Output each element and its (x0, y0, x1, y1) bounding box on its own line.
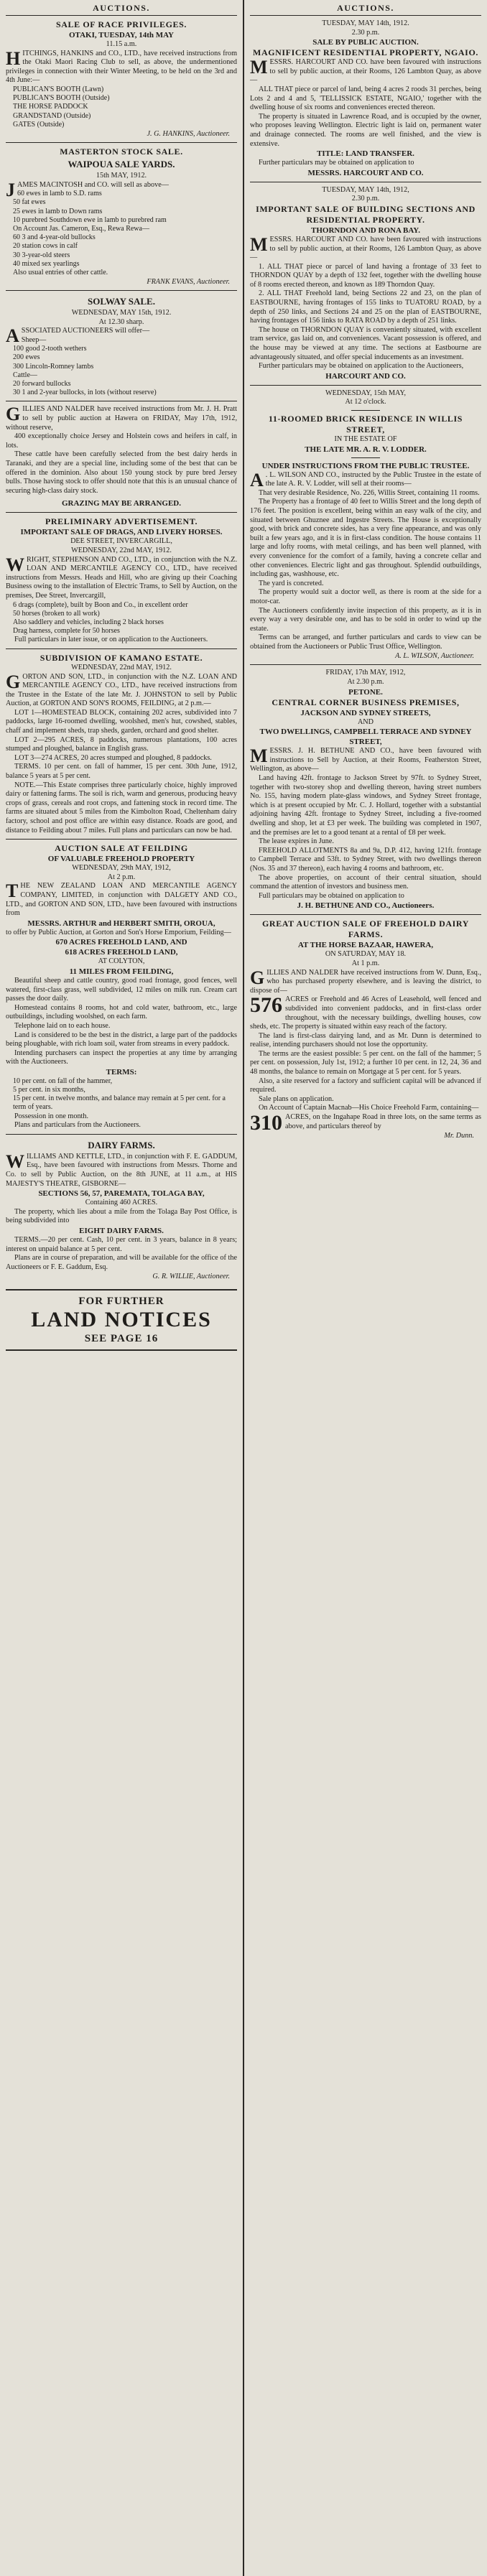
footer-line: LAND NOTICES (31, 1308, 212, 1332)
ad-body-para: Intending purchasers can inspect the properties at any time by arranging with the Auctioneers. (6, 1048, 237, 1066)
ad-body-para: The above properties, on account of their central situation, should command the attention of investors and business men. (250, 873, 481, 891)
ad-title: MASTERTON STOCK SALE. (60, 146, 183, 157)
lot: LOT 2—295 ACRES, 8 paddocks, numerous plantations, 100 acres stumped and ploughed, balance in English grass. (6, 735, 237, 753)
ad-subtitle: MAGNIFICENT RESIDENTIAL PROPERTY, NGAIO. (253, 47, 478, 58)
item: 10 purebred Southdown ewe in lamb to purebred ram (13, 215, 167, 224)
signature: MESSRS. HARCOURT AND CO. (307, 168, 424, 177)
item: GRANDSTAND (Outside) (13, 111, 91, 120)
ad-title: SUBDIVISION OF KAMANO ESTATE. (40, 652, 203, 663)
item: 25 ewes in lamb to Down rams (13, 207, 103, 215)
ad-body-para: Sale plans on application. (259, 1094, 334, 1103)
ad-body-text: ILLIAMS AND KETTLE, LTD., in conjunction with F. E. GADDUM, Esq., have been favoured with instructions from Messrs. Thorne and Co. to sell by Public Auction, on the 8th JUNE, at 11 a.m., at HIS MAJESTY'S THEATRE, GISBORNE— (6, 1152, 237, 1188)
ad-title: IMPORTANT SALE OF BUILDING SECTIONS AND RESIDENTIAL PROPERTY. (256, 203, 476, 225)
item: 30 3-year-old steers (13, 251, 70, 259)
item: 300 Lincoln-Romney lambs (13, 362, 94, 371)
ad-body-text: ESSRS. J. H. BETHUNE AND CO., have been favoured with instructions to Sell by Auction, at their Rooms, Featherston Street, Wellington, as above— (250, 747, 481, 773)
signature: J. G. HANKINS, Auctioneer. (147, 129, 230, 138)
drop-cap: W (6, 1150, 24, 1172)
footer-line: SEE PAGE 16 (84, 1333, 159, 1345)
terms-item: 15 per cent. in twelve months, and balance may remain at 5 per cent. for a term of years. (13, 1094, 226, 1112)
ad-subtitle: IMPORTANT SALE OF DRAGS, AND LIVERY HORSES. (20, 528, 223, 537)
ad-date: WEDNESDAY, 22nd MAY, 1912. (71, 546, 172, 554)
ad-instruction: UNDER INSTRUCTIONS FROM THE PUBLIC TRUSTEE. (261, 461, 470, 470)
item: 6 drags (complete), built by Boon and Co., in excellent order (13, 600, 188, 609)
ad-place: PETONE. (348, 687, 383, 697)
drop-cap: T (6, 880, 19, 902)
terms-heading: TERMS: (106, 1067, 137, 1077)
ad-body-para: Plans and particulars from the Auctioneers. (14, 1121, 141, 1130)
ad-body-para: These cattle have been carefully selected from the best dairy herds in Taranaki, and they are a special line, including some of the best that can be offered in the dominion. Also about 150 young stock by pure bred Jersey bulls. Those having stock to offer should note that this is an unusual chance of securing high-class dairy stock. (6, 450, 237, 495)
drop-cap: H (6, 47, 21, 69)
ad-kamano-estate (6, 648, 237, 839)
ad-from: MESSRS. ARTHUR and HERBERT SMITH, OROUA, (27, 919, 215, 928)
title-line: TITLE: LAND TRANSFER. (317, 149, 414, 159)
ad-body-para: The Auctioneers confidently invite inspection of this property, as it is in every way a very desirable one, and has to be sold in order to wind up the estate. (250, 606, 481, 633)
terms-item: 5 per cent. in six months, (13, 1086, 85, 1094)
ad-body (6, 882, 237, 918)
item: Cattle— (13, 371, 37, 379)
ad-feilding-freehold (6, 839, 237, 1134)
column-header: AUCTIONS. (337, 3, 394, 13)
ad-masterton-stock-sale (6, 142, 237, 290)
ad-body-text: AMES MACINTOSH and CO. will sell as above— (17, 180, 169, 189)
ad-subtitle: THORNDON AND RONA BAY. (311, 225, 420, 235)
ad-subtitle: TWO DWELLINGS, CAMPBELL TERRACE AND SYDNEY STREET, (259, 727, 472, 747)
item: 50 horses (broken to all work) (13, 609, 100, 618)
item: 60 ewes in lamb to S.D. rams (17, 190, 102, 198)
ad-place: DEE STREET, INVERCARGILL, (70, 537, 172, 546)
ad-body-para: On Account of Captain Macnab—His Choice Freehold Farm, containing— (259, 1104, 479, 1112)
item: Drag harness, complete for 50 horses (13, 627, 120, 636)
signature: HARCOURT AND CO. (325, 371, 406, 381)
ad-body (250, 58, 481, 85)
item: GATES (Outside) (13, 120, 65, 129)
ad-title: SOLWAY SALE. (88, 296, 155, 307)
ad-body-para: Land having 42ft. frontage to Jackson Street by 97ft. to Sydney Street, together with two-storey shop and dwelling thereon, having street numbers No. 155, having modern plate-glass windows, and Sydney Street frontage, which is at present occupied by Mr. C. J. Hollard, together with a substantial adjoining having 42ft. frontage to Sydney Street, including a five-roomed dwelling and shop, let at £3 per week. The building was completed in 1907, and the premises are let to a good tenant at a rental of £8 per week. (250, 774, 481, 837)
ad-body (250, 471, 481, 489)
drop-cap: G (250, 967, 265, 988)
ad-body-text: ILLIES AND NALDER have received instructions from Mr. J. H. Pratt to sell by public auction at Hawera on FRIDAY, May 17th, 1912, without reserve, (6, 405, 237, 432)
ad-title: 11-ROOMED BRICK RESIDENCE IN WILLIS STREET, (268, 414, 463, 434)
ad-body-para: Further particulars may be obtained on application to the Auctioneers, (259, 362, 464, 371)
lot: LOT 3—274 ACRES, 20 acres stumped and ploughed, 8 paddocks. (14, 753, 212, 762)
ad-body-text: ESSRS. HARCOURT AND CO. have been favoured with instructions to sell by public auction, at their Rooms, 126 Lambton Quay, as above— (250, 235, 481, 262)
ad-subtitle: IN THE ESTATE OF (334, 435, 397, 443)
ad-body-para: Full particulars may be obtained on application to (259, 891, 404, 900)
divider (351, 410, 380, 411)
ad-body-para: The land is first-class dairying land, and as Mr. Dunn is determined to realise, intending purchasers should not lose the opportunity. (250, 1031, 481, 1049)
drop-cap: G (6, 671, 21, 692)
ad-body (250, 233, 481, 263)
ad-body-para: 1. ALL THAT piece or parcel of land having a frontage of 33 feet to THORNDON QUAY by a depth of 132 feet, together with the dwelling house of 8 rooms erected thereon, and known as 189 Thorndon Quay. (250, 262, 481, 289)
ad-body-para: The house on THORNDON QUAY is conveniently situated, with excellent tram service, gas laid on, and conveniences. Vacant possession is offered, and the house may be viewed at any time. The sections at Eastbourne are advantageously situated, and offer special inducements as an investment. (250, 325, 481, 361)
ad-body-para: Beautiful sheep and cattle country, good road frontage, good fences, well watered, first-class grass, well subdivided, 12 miles on milk run. Cream cart passes the door daily. (6, 976, 237, 1003)
further-land-notices-box (6, 1289, 237, 1351)
ad-body-para: Further particulars may be obtained on application to (259, 159, 414, 167)
ad-title: CENTRAL CORNER BUSINESS PREMISES, (272, 697, 460, 707)
ad-date: TUESDAY, MAY 14th, 1912. (322, 19, 409, 27)
ad-footnote: GRAZING MAY BE ARRANGED. (61, 499, 182, 508)
ad-date: ON SATURDAY, MAY 18. (325, 950, 407, 959)
ad-dairy-farms-tolaga (6, 1134, 237, 1285)
ad-date: WEDNESDAY, 15th MAY, (325, 389, 407, 397)
footer-line: FOR FURTHER (78, 1296, 164, 1308)
ad-time: At 2 p.m. (107, 873, 136, 881)
terms: TERMS. 10 per cent. on fall of hammer, 15 per cent. 30th June, 1912, balance 5 years at 5 per cent. (6, 763, 237, 781)
drop-cap: J (6, 179, 15, 200)
ad-time: 2.30 p.m. (351, 28, 380, 37)
acreage-number: 576 (250, 993, 282, 1018)
ad-body (6, 556, 237, 601)
ad-body-para: The property is situated in Lawrence Road, and is occupied by the owner, who proposes leaving Wellington. Electric light is laid on, permanent water and drainage connected. The rooms are well finished, and the view is extensive. (250, 112, 481, 148)
ad-time: At 12 o'clock. (345, 398, 386, 406)
item: 60 3 and 4-year-old bullocks (13, 233, 96, 242)
ad-body-para: Terms can be arranged, and further particulars and cards to view can be obtained from the Auctioneers or Public Trust Office, Wellington. (250, 633, 481, 651)
ad-body-text: ORTON AND SON, LTD., in conjunction with the N.Z. LOAN AND MERCANTILE AGENCY CO., LTD., have received instructions from the Trustee in the Estate of the late Mr. J. JOHNSTON to sell by Public Auction, at GORTON AND SON'S ROOMS, FEILDING, at 2 p.m.— (6, 672, 237, 708)
ad-body-para: That very desirable Residence, No. 226, Willis Street, containing 11 rooms. (259, 488, 480, 497)
ad-body-para: The Property has a frontage of 40 feet to Willis Street and the long depth of 176 feet. The position is excellent, being within an easy walk of the city, and situated between Ghuznee and Ingestre Streets. The House is exceptionally good, with brick and concrete sides, has a very fine appearance, and was only built a few years ago, and it is in first-class condition. The house contains 11 large and lofty rooms, with metal ceilings, and has been well planned, with every convenience for the comfort of a family, having a concrete cellar and other conveniences. Electric light and gas throughout. Splendid outbuildings, including gas, washhouse, etc. (250, 498, 481, 579)
ad-body-para: FREEHOLD ALLOTMENTS 8a and 9a, D.P. 412, having 121ft. frontage to Campbell Terrace and 53ft. to Sydney Street, with two dwellings thereon (Nos. 35 and 37 thereon), each having 4 rooms and bathroom, etc. (250, 846, 481, 873)
ad-title: GREAT AUCTION SALE OF FREEHOLD DAIRY FARMS. (262, 919, 469, 940)
ad-otaki-race-privileges (6, 15, 237, 142)
ad-body-para: Plans are in course of preparation, and will be available for the office of the Auctioneers or F. E. Gaddum, Esq. (6, 1254, 237, 1271)
divider (351, 457, 380, 458)
drop-cap: M (250, 57, 268, 78)
signature: J. H. BETHUNE AND CO., Auctioneers. (297, 901, 435, 911)
right-column (244, 0, 487, 2576)
ad-willis-street-residence (250, 385, 481, 665)
lot: LOT 1—HOMESTEAD BLOCK, containing 202 acres, subdivided into 7 paddocks, large 16-roomed dwelling, woolshed, men's hut, cowshed, stables, chaff and implement sheds, trap sheds, garden, orchard and good shelter. (6, 708, 237, 735)
ad-body-para: Possession in one month. (14, 1112, 89, 1120)
ad-body (6, 1150, 237, 1189)
ad-body (6, 405, 237, 432)
ad-time: 2.30 p.m. (351, 195, 380, 203)
item: PUBLICAN'S BOOTH (Lawn) (13, 85, 104, 93)
ad-body-para: Full particulars in later issue, or on application to the Auctioneers. (14, 636, 208, 644)
item: 20 forward bullocks (13, 380, 71, 388)
ad-body-text: ILLIES AND NALDER have received instructions from W. Dunn, Esq., who has purchased property elsewhere, and is leaving the district, to dispose of— (250, 968, 481, 995)
ad-body-para: Homestead contains 8 rooms, hot and cold water, bathroom, etc., large outbuildings, including woolshed, on each farm. (6, 1003, 237, 1021)
ad-invercargill-drags (6, 512, 237, 648)
ad-subtitle: JACKSON AND SYDNEY STREETS, (300, 708, 431, 717)
item: Sheep— (21, 335, 47, 344)
terms-item: 10 per cent. on fall of the hammer, (13, 1077, 113, 1085)
ad-subtitle: WAIPOUA SALE YARDS. (68, 158, 175, 169)
drop-cap: W (6, 554, 24, 575)
ad-body-para: 2. ALL THAT Freehold land, being Sections 22 and 23, on the plan of EASTBOURNE, having frontages of 155 links to TUATORU ROAD, by a depth of 250 links, and Sections 24 and 25 on the plan of EASTBOURNE, having frontages of 156 links to RATA ROAD by a depth of 251 links. (250, 289, 481, 325)
column-header: AUCTIONS. (93, 3, 150, 13)
property-line: 618 ACRES FREEHOLD LAND, (65, 948, 178, 957)
ad-time: At 2.30 p.m. (347, 678, 384, 687)
ad-body-para: The terms are the easiest possible: 5 per cent. on the fall of the hammer; 5 per cent. on possession, July 1st, 1912; a further 10 per cent. in 12, 24, 36 and 48 months, the balance to remain on Mortgage at 5 per cent. for 5 years. (250, 1049, 481, 1077)
item: 100 good 2-tooth wethers (13, 345, 87, 353)
drop-cap: M (250, 745, 268, 767)
ad-body-para: to offer by Public Auction, at Gorton and Son's Horse Emporium, Feilding— (6, 928, 231, 936)
ad-date: TUESDAY, MAY 14th, 1912, (322, 185, 409, 194)
ad-thorndon-rona-bay (250, 182, 481, 385)
item: 20 station cows in calf (13, 242, 78, 251)
item: 40 mixed sex yearlings (13, 259, 80, 268)
ad-body (6, 673, 237, 709)
signature: FRANK EVANS, Auctioneer. (147, 278, 230, 287)
signature: G. R. WILLIE, Auctioneer. (152, 1273, 230, 1281)
ad-body-para: The yard is concreted. (259, 579, 324, 587)
acreage-number: 310 (250, 1111, 282, 1135)
left-column (0, 0, 243, 2576)
ad-body (250, 747, 481, 774)
drop-cap: A (250, 469, 264, 490)
ad-body (6, 47, 237, 85)
ad-body-para: Telephone laid on to each house. (14, 1021, 111, 1030)
drop-cap: G (6, 404, 21, 425)
property-line: AT COLYTON, (98, 957, 145, 966)
signature: Mr. Dunn. (444, 1132, 474, 1140)
item: Also usual entries of other cattle. (13, 269, 108, 276)
item: 50 fat ewes (13, 198, 46, 207)
ad-body-para (250, 1111, 481, 1135)
ad-title: DAIRY FARMS. (88, 1139, 155, 1150)
signature: A. L. WILSON, Auctioneer. (395, 652, 474, 661)
drop-cap: A (6, 325, 19, 347)
property-line: Containing 460 ACRES. (85, 1199, 158, 1207)
ad-body-para: 400 exceptionally choice Jersey and Holstein cows and heifers in calf, in lots. (6, 432, 237, 450)
ad-body-text: ITCHINGS, HANKINS and CO., LTD., have received instructions from the Otaki Maori Racing Club to sell, as above, the undermentioned privileges in connection with their Winter Meeting, to be held on the 3rd and 4th June:— (6, 49, 237, 85)
ad-petone-business (250, 664, 481, 914)
item: THE HORSE PADDOCK (13, 103, 88, 111)
ad-body-para (250, 995, 481, 1031)
item: 30 1 and 2-year bullocks, in lots (without reserve) (13, 389, 157, 397)
ad-body-text: ESSRS. HARCOURT AND CO. have been favoured with instructions to sell by public auction, at their Rooms, 126 Lambton Quay, as above— (250, 58, 481, 85)
ad-body-para: ALL THAT piece or parcel of land, being 4 acres 2 roods 31 perches, being Lots 2 and 4 and 5, 'TELLISSICK ESTATE, NGAIO,' together with the dwelling house of six rooms and conveniences erected thereon. (250, 85, 481, 112)
note: NOTE.—This Estate comprises three particularly choice, highly improved dairy or fattening farms. The soil is rich, warm and generous, producing heavy crops of grass, cereals and root crops, and fattening stock in record time. The farms are situated about 5 miles from the Kimbolton Road, Cheltenham dairy factory, school and post office are within easy distance. Roads are good, and distance to Feilding about 7 miles. Full plans and particulars can now be had. (6, 781, 237, 834)
ad-subtitle: OTAKI, TUESDAY, 14th MAY (69, 31, 174, 39)
ad-title: SALE OF RACE PRIVILEGES. (56, 19, 187, 29)
item: Also saddlery and vehicles, including 2 black horses (13, 618, 164, 626)
terms: TERMS.—20 per cent. Cash, 10 per cent. in 3 years, balance in 8 years; interest on unpaid balance at 5 per cent. (6, 1236, 237, 1253)
ad-ngaio-residential (250, 15, 481, 182)
ad-subtitle: AND (357, 717, 374, 726)
ad-date: WEDNESDAY, 22nd MAY, 1912. (71, 663, 172, 671)
property-line: EIGHT DAIRY FARMS. (79, 1227, 164, 1236)
ad-date: WEDNESDAY, MAY 15th, 1912. (71, 309, 172, 317)
ad-subtitle: OF VALUABLE FREEHOLD PROPERTY (47, 855, 195, 864)
ad-body-para: The property, which lies about a mile from the Tolaga Bay Post Office, is being subdivided into (6, 1207, 237, 1225)
ad-body-text: RIGHT, STEPHENSON AND CO., LTD., in conjunction with the N.Z. LOAN AND MERCANTILE AGENCY CO., LTD., have received instructions from Messrs. Heads and Hill, who are giving up their Coaching Business owing to the installation of Electric Trams, to Sell by Auction, on the premises, Dee Street, Invercargill, (6, 555, 237, 600)
ad-body-text: . L. WILSON AND CO., instructed by the Public Trustee in the estate of the late A. R. V. Lodder, will sell at their rooms— (265, 470, 481, 488)
drop-cap: M (250, 233, 268, 255)
ad-date: WEDNESDAY, 29th MAY, 1912, (72, 864, 171, 873)
ad-body-text: ACRES or Freehold and 46 Acres of Leasehold, well fenced and subdivided into convenient paddocks, and in first-class order throughout, with the necessary buildings, dwelling houses, cow sheds, etc. The property is situated within easy reach of the factory. (250, 995, 481, 1031)
property-line: SECTIONS 56, 57, PAREMATA, TOLAGA BAY, (38, 1189, 205, 1199)
ad-body-text: SSOCIATED AUCTIONEERS will offer— (21, 327, 150, 335)
ad-body-para: The lease expires in June. (259, 837, 334, 846)
ad-title: AUCTION SALE AT FEILDING (55, 843, 188, 854)
ad-body-text: HE NEW ZEALAND LOAN AND MERCANTILE AGENCY COMPANY, LIMITED, in conjunction with DALGETY AND CO., LTD., and GORTON AND SON, LTD., have been favoured with instructions from (6, 882, 237, 918)
ad-time: At 1 p.m. (351, 959, 380, 967)
ad-date: FRIDAY, 17th MAY, 1912, (325, 669, 406, 677)
ad-title: PRELIMINARY ADVERTISEMENT. (45, 516, 198, 527)
property-line: 670 ACRES FREEHOLD LAND, AND (55, 938, 187, 947)
ad-body-para: Also, a site reserved for a factory and sufficient capital will be advanced if required. (250, 1077, 481, 1094)
ad-body-para: Land is considered to be the best in the district, a large part of the paddocks being ploughable, with rich loam soil, water from streams in every paddock. (6, 1031, 237, 1048)
ad-time: 11.15 a.m. (106, 40, 137, 48)
ad-solway-sale (6, 290, 237, 401)
ad-time: At 12.30 sharp. (98, 317, 144, 326)
ad-body-para: The property would suit a doctor well, as there is room at the side for a motor-car. (250, 588, 481, 605)
item: On Account Jas. Cameron, Esq., Rewa Rewa— (13, 224, 149, 233)
ad-body (250, 969, 481, 996)
ad-gillies-nalder-cattle (6, 401, 237, 512)
ad-date: 15th MAY, 1912. (96, 171, 147, 180)
ad-title: SALE BY PUBLIC AUCTION. (312, 38, 419, 47)
ad-body-text: ACRES, on the Ingahape Road in three lots, on the same terms as above, and particulars thereof by (285, 1113, 481, 1130)
property-line: 11 MILES FROM FEILDING, (69, 967, 174, 976)
ad-subtitle: THE LATE MR. A. R. V. LODDER. (305, 445, 427, 454)
item: 200 ewes (13, 353, 40, 362)
ad-place: AT THE HORSE BAZAAR, HAWERA, (297, 941, 434, 950)
ad-hawera-dairy-farms (250, 914, 481, 1144)
item: PUBLICAN'S BOOTH (Outside) (13, 94, 110, 103)
